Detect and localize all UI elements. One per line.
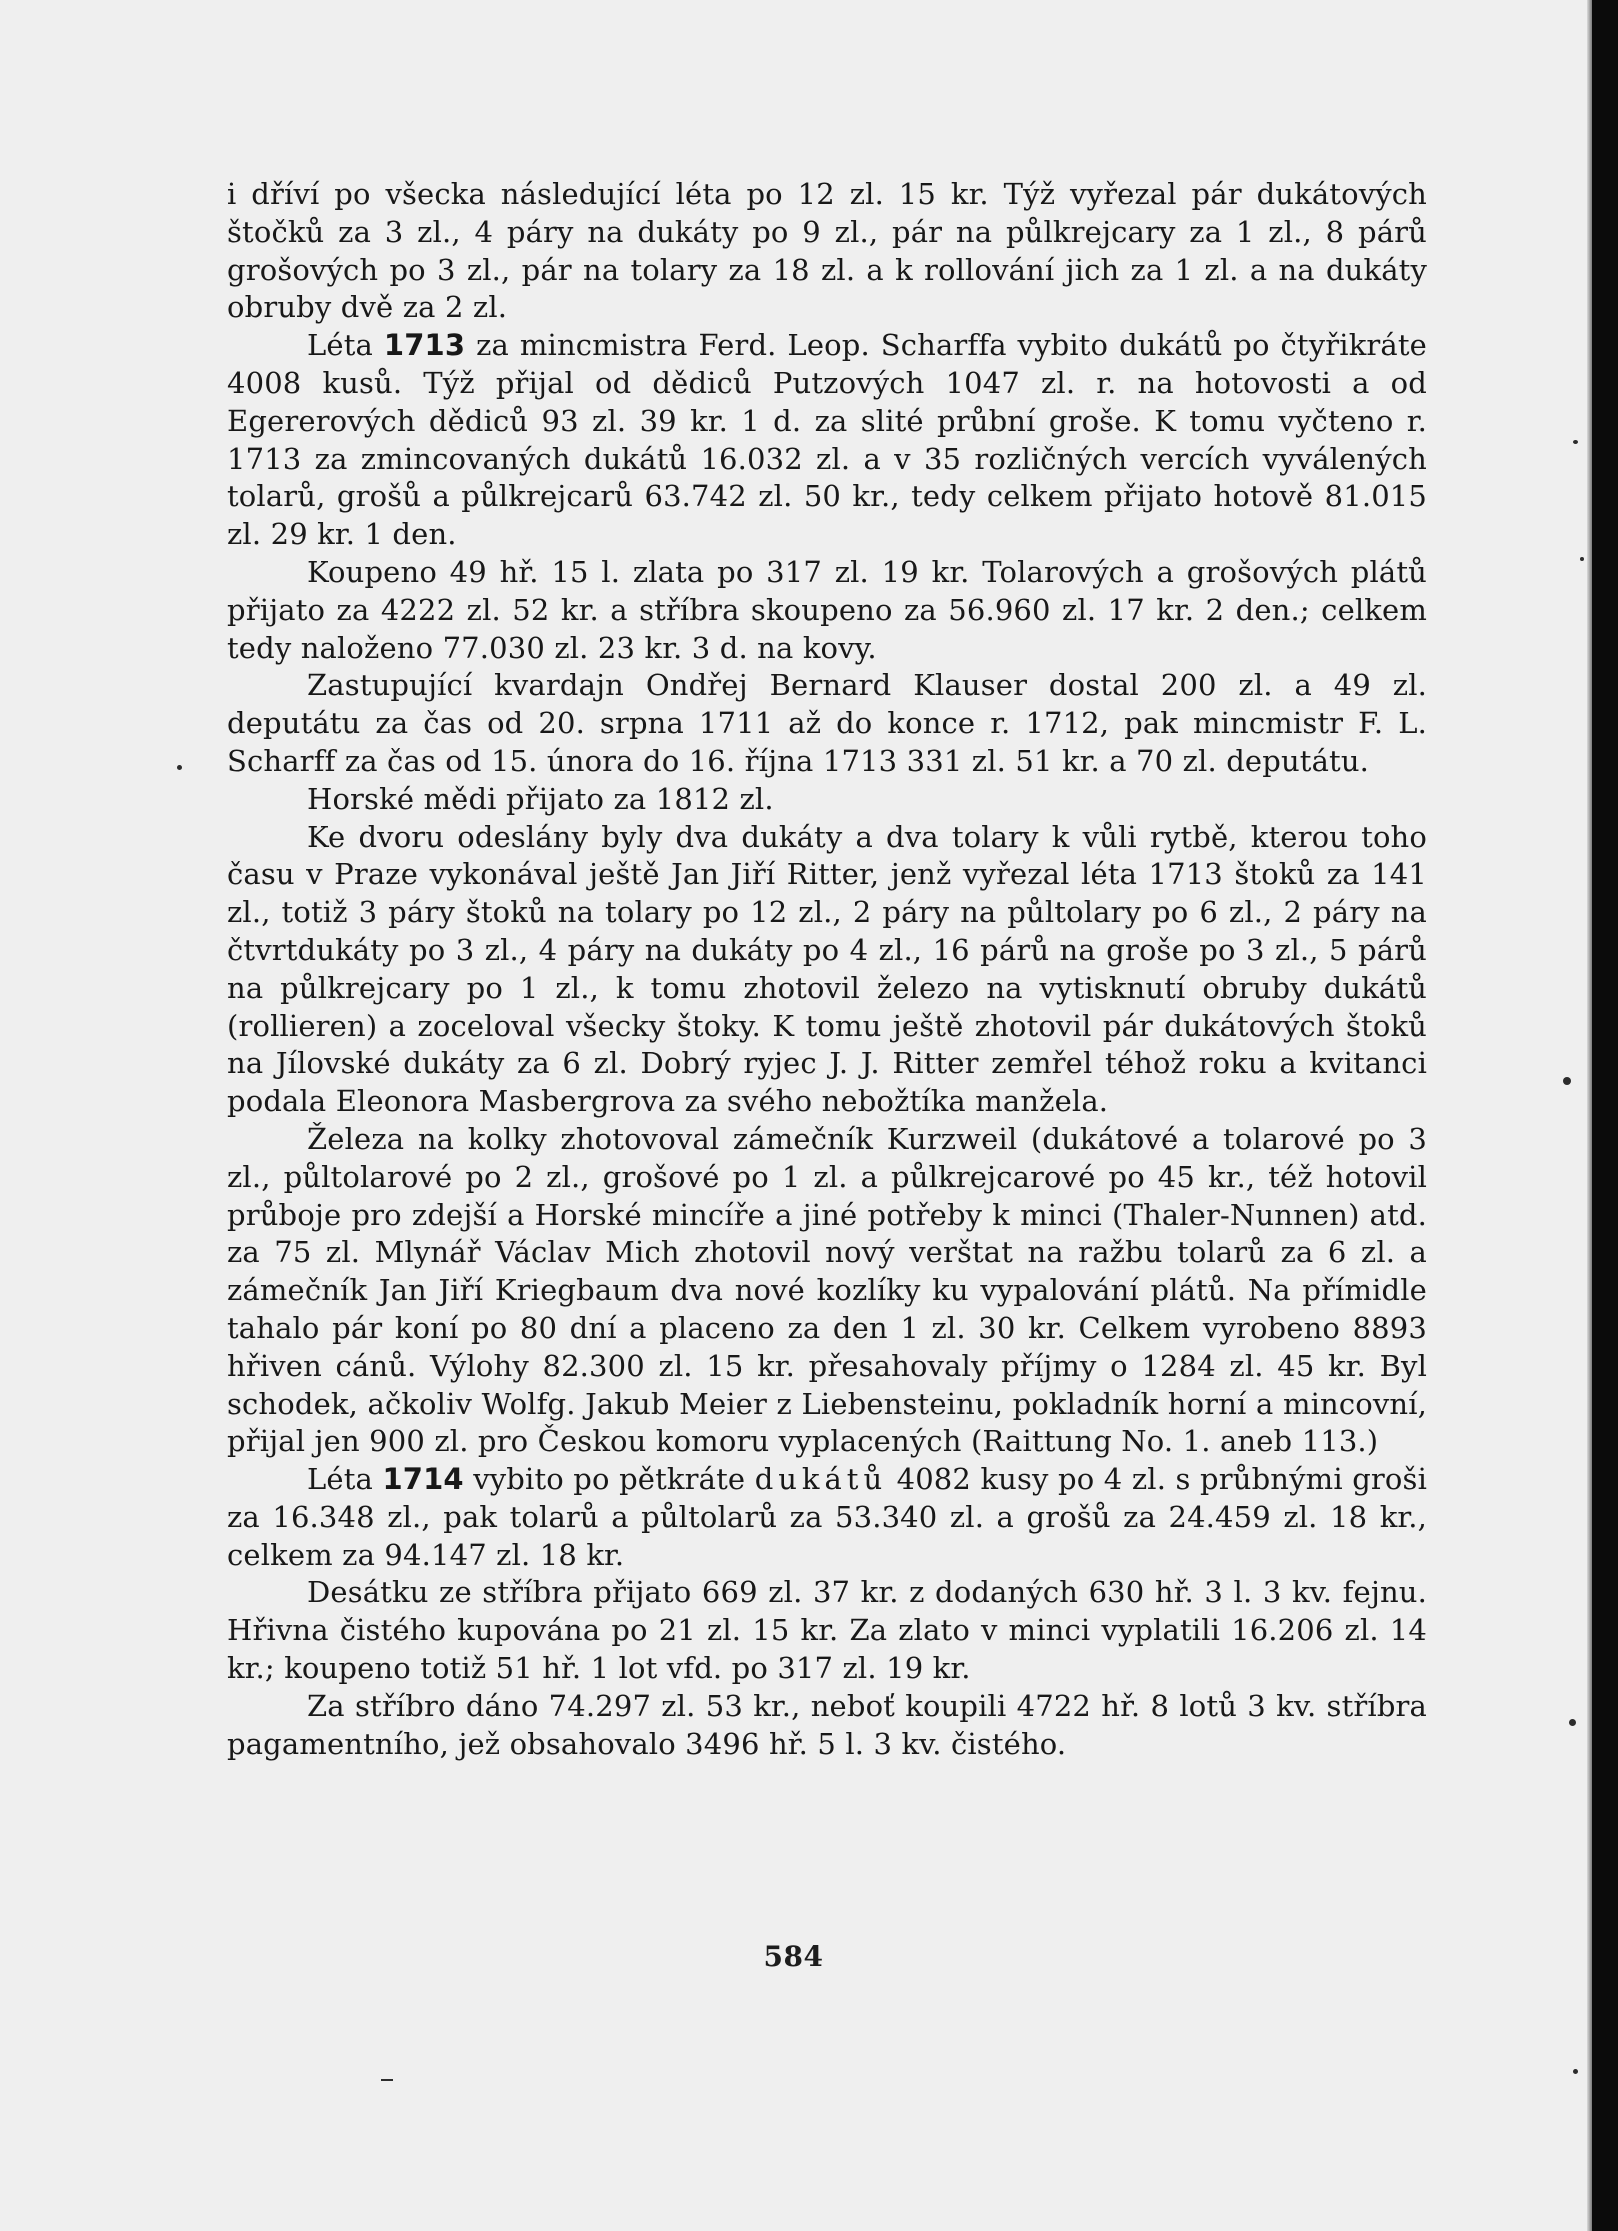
- paragraph-10-text: Za stříbro dáno 74.297 zl. 53 kr., neboť koupili 4722 hř. 8 lotů 3 kv. stříbra pagamentního, jež obsahovalo 3496 hř. 5 l. 3 kv. čistého.: [227, 1688, 1427, 1761]
- scan-mark: [1580, 557, 1584, 561]
- scan-mark: [177, 765, 182, 770]
- body-text: [227, 176, 1427, 1763]
- scan-mark: [1563, 1077, 1571, 1085]
- paragraph-2-lead: Léta: [307, 328, 373, 363]
- paragraph-1-text: i dříví po všecka následující léta po 12 zl. 15 kr. Týž vyřezal pár dukátových štočků za 3 zl., 4 páry na dukáty po 9 zl., pár na půlkrejcary za 1 zl., 8 párů grošových po 3 zl., pár na tolary za 18 zl. a k rollování jich za 1 zl. a na dukáty obruby dvě za 2 zl.: [227, 177, 1427, 325]
- paragraph-8-lead: Léta: [307, 1462, 373, 1497]
- paragraph-7: [227, 1121, 1427, 1461]
- paragraph-5: [227, 781, 1427, 819]
- paragraph-7-text: Železa na kolky zhotovoval zámečník Kurzweil (dukátové a tolarové po 3 zl., půltolarové po 2 zl., grošové po 1 zl. a půlkrejcarové po 45 kr., též hotovil průboje pro zdejší a Horské mincíře a jiné potřeby k minci (Thaler-Nunnen) atd. za 75 zl. Mlynář Václav Mich zhotovil nový verštat na ražbu tolarů za 6 zl. a zámečník Jan Jiří Kriegbaum dva nové kozlíky ku vypalování plátů. Na přímidle tahalo pár koní po 80 dní a placeno za den 1 zl. 30 kr. Celkem vyrobeno 8893 hřiven cánů. Výlohy 82.300 zl. 15 kr. přesahovaly příjmy o 1284 zl. 45 kr. Byl schodek, ačkoliv Wolfg. Jakub Meier z Liebensteinu, pokladník horní a mincovní, přijal jen 900 zl. pro Českou komoru vyplacených (Raittung No. 1. aneb 113.): [227, 1121, 1427, 1459]
- paragraph-8-text: 4082 kusy po 4 zl. s průbnými groši za 16.348 zl., pak tolarů a půltolarů za 53.340 zl. a grošů za 24.459 zl. 18 kr., celkem za 94.147 zl. 18 kr.: [227, 1462, 1427, 1572]
- paragraph-4-text: Zastupující kvardajn Ondřej Bernard Klauser dostal 200 zl. a 49 zl. deputátu za čas od 20. srpna 1711 až do konce r. 1712, pak mincmistr F. L. Scharff za čas od 15. února do 16. října 1713 331 zl. 51 kr. a 70 zl. deputátu.: [227, 668, 1427, 778]
- paragraph-5-text: Horské mědi přijato za 1812 zl.: [307, 781, 774, 816]
- paragraph-3: [227, 554, 1427, 667]
- paragraph-6-text: Ke dvoru odeslány byly dva dukáty a dva tolary k vůli rytbě, kterou toho času v Praze vykonával ještě Jan Jiří Ritter, jenž vyřezal léta 1713 štoků za 141 zl., totiž 3 páry štoků na tolary po 12 zl., 2 páry na půltolary po 6 zl., 2 páry na čtvrtdukáty po 3 zl., 4 páry na dukáty po 4 zl., 16 párů na groše po 3 zl., 5 párů na půlkrejcary po 1 zl., k tomu zhotovil železo na vytisknutí obruby dukátů (rollieren) a zoceloval všecky štoky. K tomu ještě zhotovil pár dukátových štoků na Jílovské dukáty za 6 zl. Dobrý ryjec J. J. Ritter zemřel téhož roku a kvitanci podala Eleonora Masbergrova za svého nebožtíka manžela.: [227, 819, 1427, 1119]
- paragraph-4: [227, 667, 1427, 780]
- paragraph-2: [227, 327, 1427, 554]
- paragraph-2-text: za mincmistra Ferd. Leop. Scharffa vybito dukátů po čtyřikráte 4008 kusů. Týž přijal od dědiců Putzových 1047 zl. r. na hotovosti a od Egererových dědiců 93 zl. 39 kr. 1 d. za slité průbní groše. K tomu vyčteno r. 1713 za zmincovaných dukátů 16.032 zl. a v 35 rozličných vercích vyválených tolarů, grošů a půlkrejcarů 63.742 zl. 50 kr., tedy celkem přijato hotově 81.015 zl. 29 kr. 1 den.: [227, 328, 1427, 552]
- scan-mark: [1569, 1719, 1576, 1726]
- scan-mark: [381, 2079, 393, 2081]
- paragraph-6: [227, 819, 1427, 1121]
- paragraph-8: [227, 1461, 1427, 1574]
- paragraph-8-intro: vybito po pětkráte: [473, 1462, 746, 1497]
- paragraph-10: [227, 1688, 1427, 1764]
- scan-mark: [1573, 440, 1578, 444]
- year-1714: 1714: [382, 1462, 464, 1497]
- year-1713: 1713: [383, 328, 466, 363]
- scan-mark: [1573, 2069, 1578, 2074]
- scan-edge-border: [1592, 0, 1618, 2231]
- paragraph-9-text: Desátku ze stříbra přijato 669 zl. 37 kr. z dodaných 630 hř. 3 l. 3 kv. fejnu. Hřivna čistého kupována po 21 zl. 15 kr. Za zlato v minci vyplatili 16.206 zl. 14 kr.; koupeno totiž 51 hř. 1 lot vfd. po 317 zl. 19 kr.: [227, 1575, 1427, 1686]
- paragraph-9: [227, 1574, 1427, 1687]
- page-number: 584: [763, 1940, 824, 1973]
- paragraph-1: [227, 176, 1427, 327]
- paragraph-3-text: Koupeno 49 hř. 15 l. zlata po 317 zl. 19 kr. Tolarových a grošových plátů přijato za 4222 zl. 52 kr. a stříbra skoupeno za 56.960 zl. 17 kr. 2 den.; celkem tedy naloženo 77.030 zl. 23 kr. 3 d. na kovy.: [227, 554, 1427, 665]
- spaced-word-dukatu: dukátů: [754, 1462, 888, 1497]
